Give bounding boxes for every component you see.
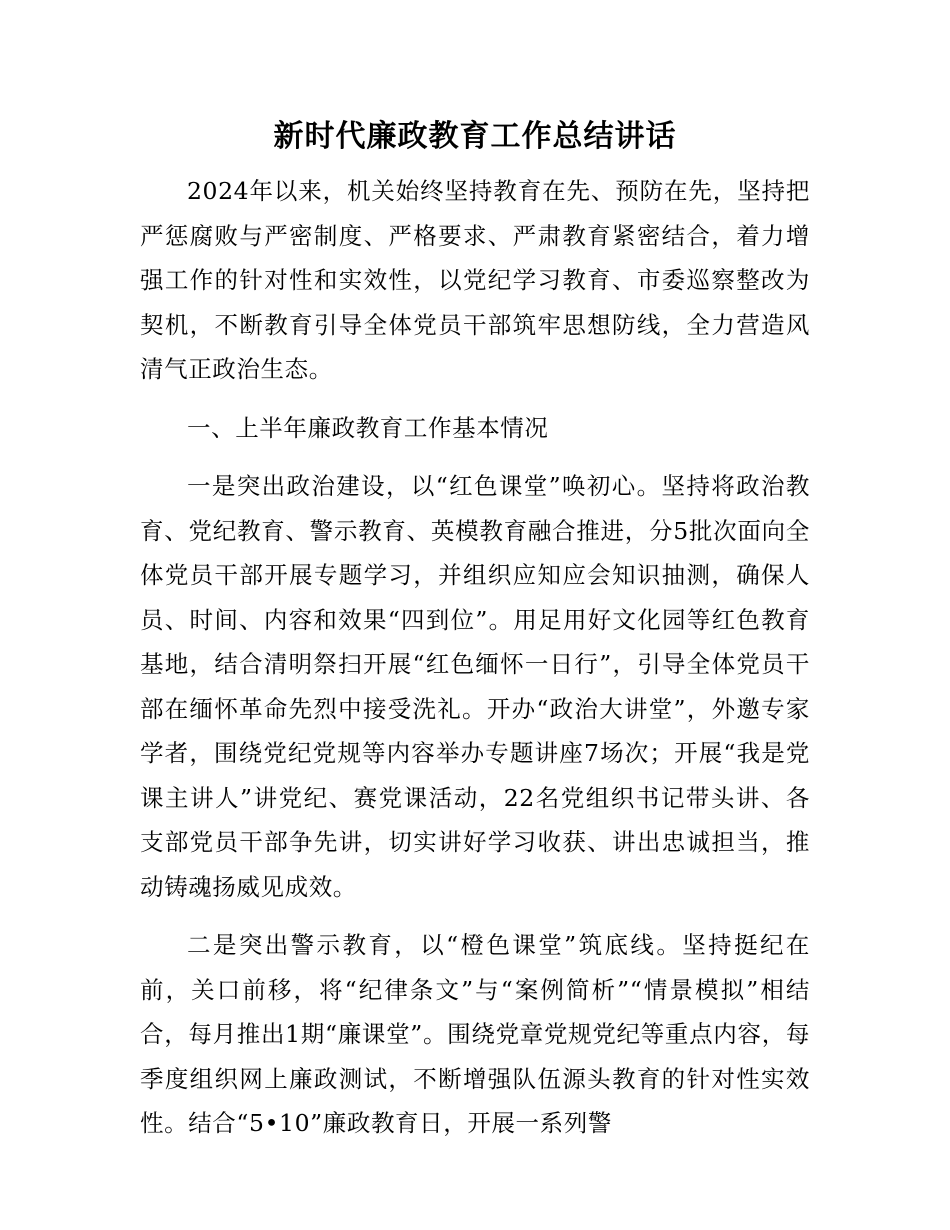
- paragraph-political-education: 一是突出政治建设，以“红色课堂”唤初心。坚持将政治教育、党纪教育、警示教育、英模教育融合推进，分5批次面向全体党员干部开展专题学习，并组织应知应会知识抽测，确保人员、时间、内容和效果“四到位”。用足用好文化园等红色教育基地，结合清明祭扫开展“红色缅怀一日行”，引导全体党员干部在缅怀革命先烈中接受洗礼。开办“政治大讲堂”，外邀专家学者，围绕党纪党规等内容举办专题讲座7场次；开展“我是党课主讲人”讲党纪、赛党课活动，22名党组织书记带头讲、各支部党员干部争先讲，切实讲好学习收获、讲出忠诚担当，推动铸魂扬威见成效。: [140, 472, 810, 901]
- section-heading: 一、上半年廉政教育工作基本情况: [187, 413, 549, 442]
- paragraph-intro: 2024年以来，机关始终坚持教育在先、预防在先，坚持把严惩腐败与严密制度、严格要求、严肃教育紧密结合，着力增强工作的针对性和实效性，以党纪学习教育、市委巡察整改为契机，不断教育引导全体党员干部筑牢思想防线，全力营造风清气正政治生态。: [140, 177, 810, 383]
- paragraph-warning-education: 二是突出警示教育，以“橙色课堂”筑底线。坚持挺纪在前，关口前移，将“纪律条文”与“案例简析”“情景模拟”相结合，每月推出1期“廉课堂”。围绕党章党规党纪等重点内容，每季度组织网上廉政测试，不断增强队伍源头教育的针对性实效性。结合“5•10”廉政教育日，开展一系列警: [140, 931, 810, 1137]
- document-body: [140, 169, 810, 1146]
- document-title: 新时代廉政教育工作总结讲话: [273, 119, 677, 154]
